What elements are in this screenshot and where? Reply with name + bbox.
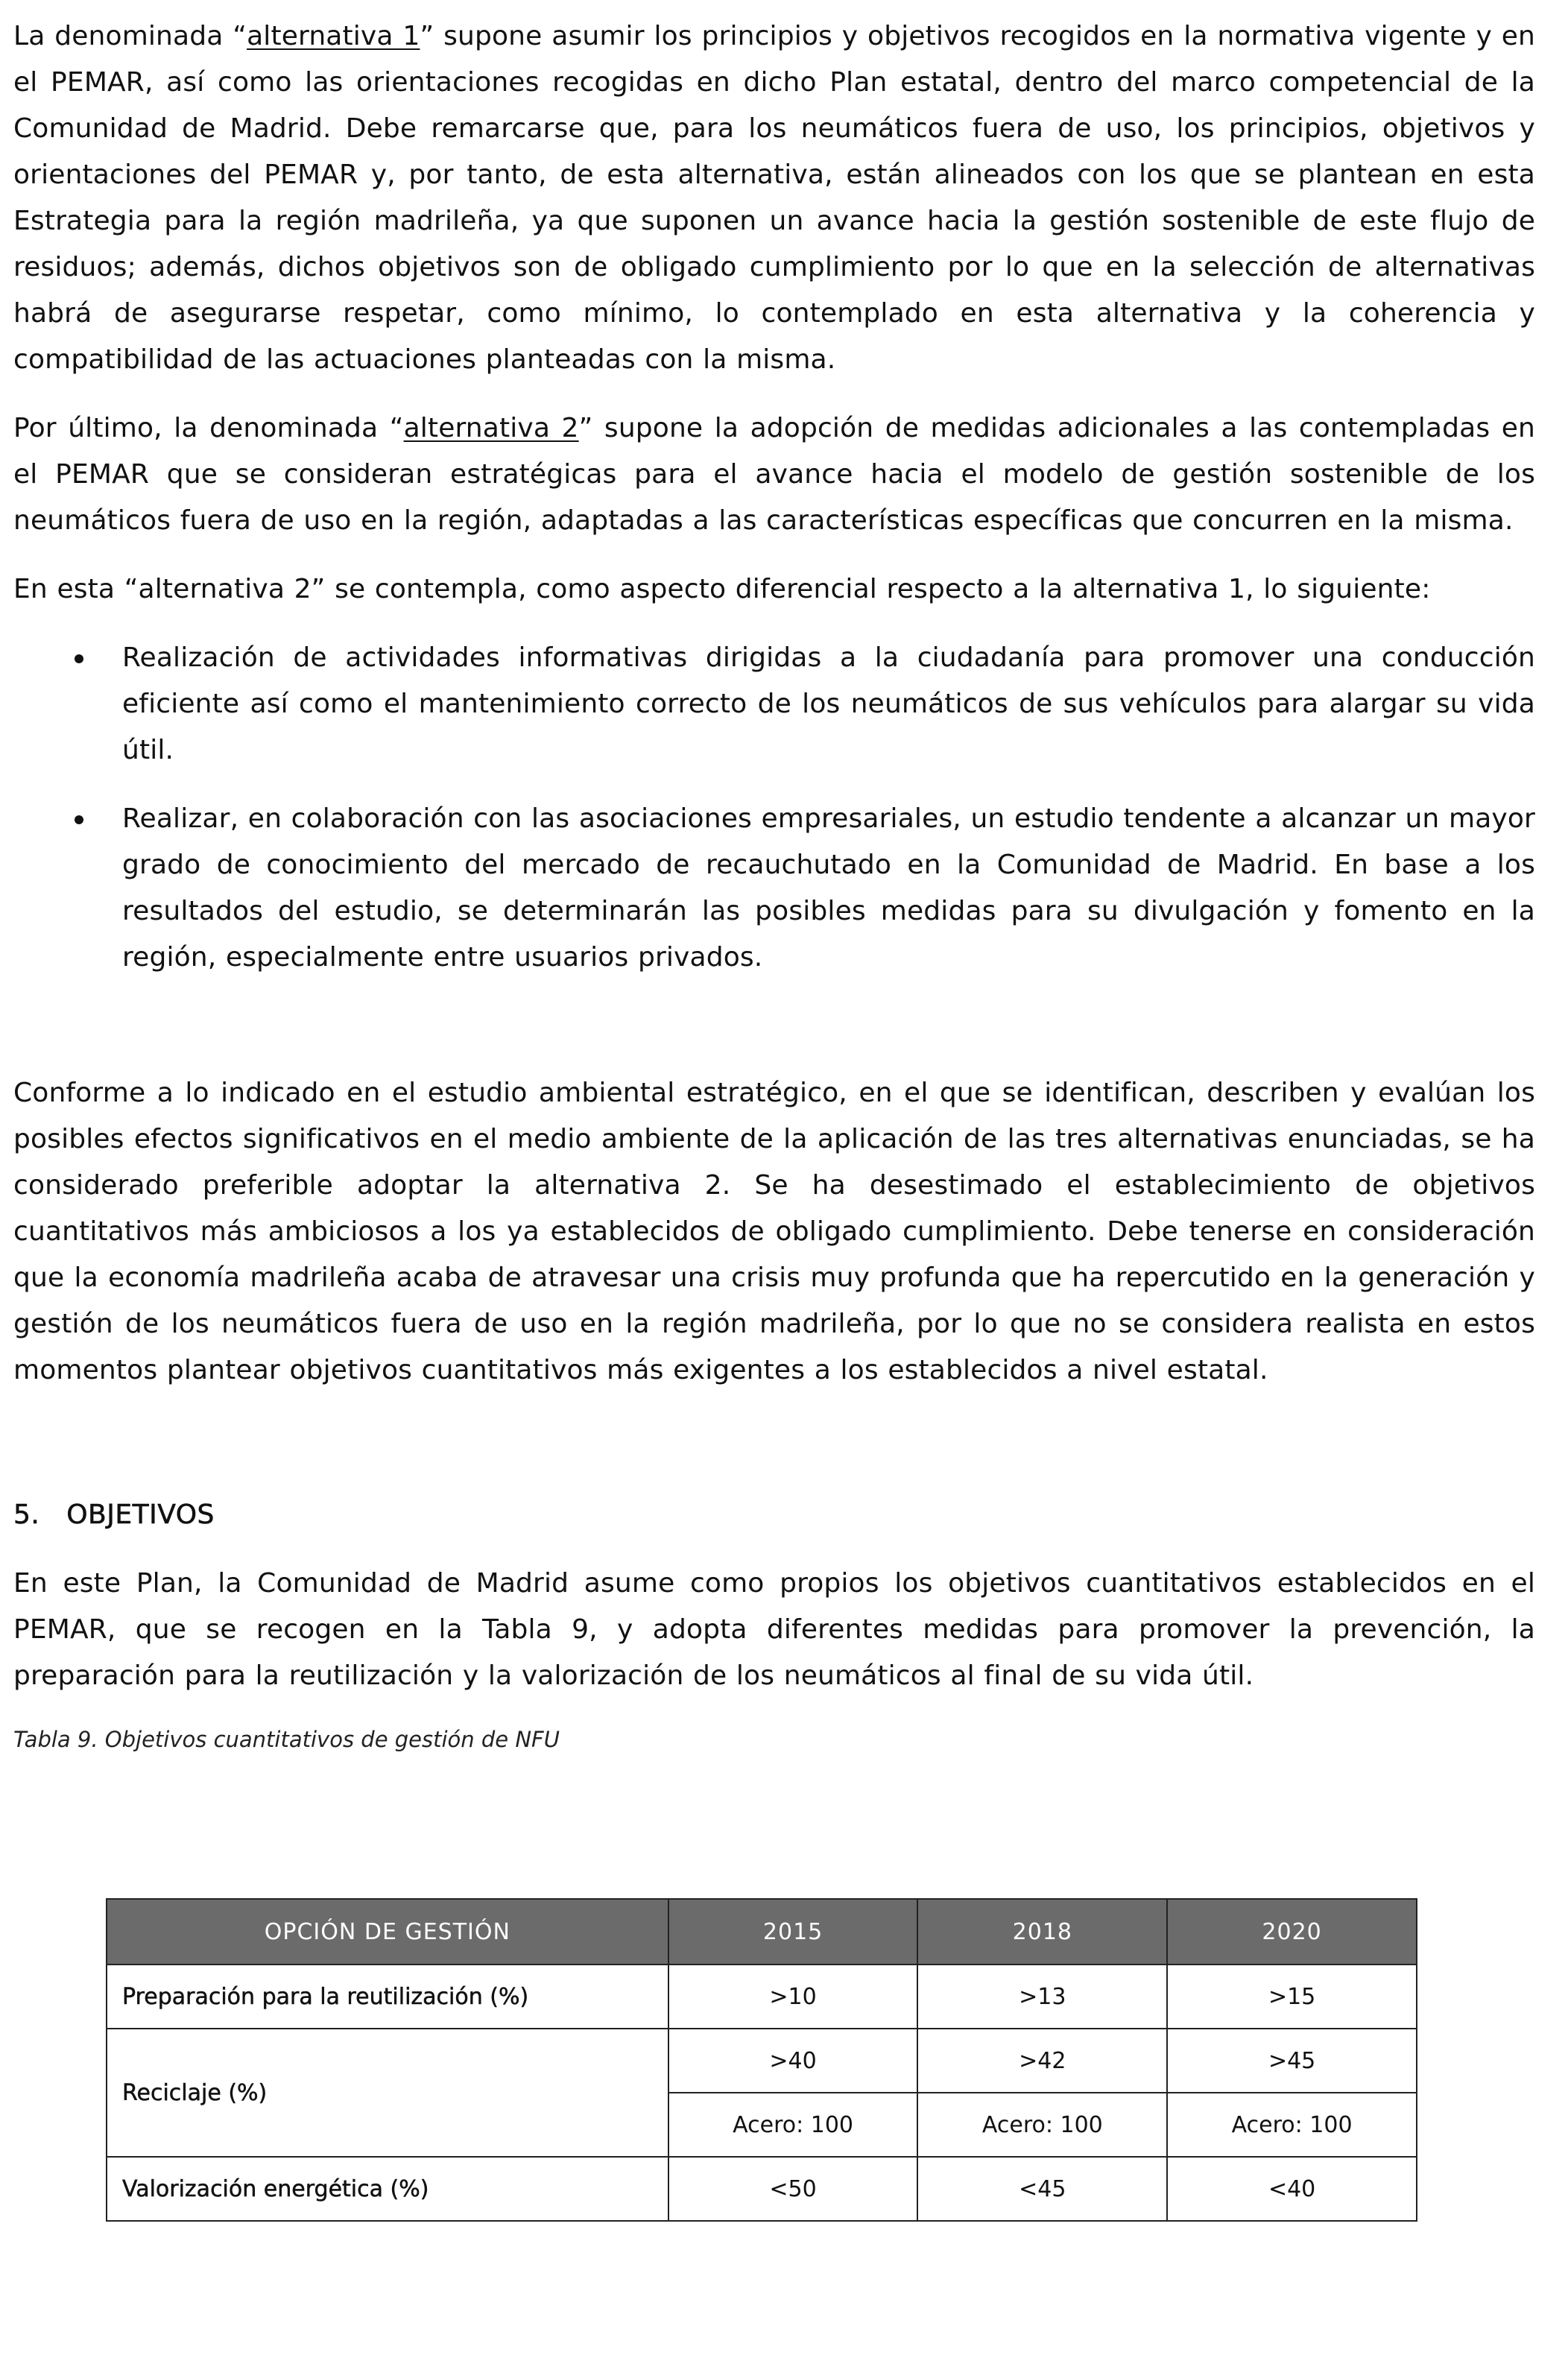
cell-value: Acero: 100 [917,2093,1167,2157]
table-row [107,2029,1417,2093]
cell-value: <40 [1167,2157,1417,2221]
list-item: Realizar, en colaboración con las asociaciones empresariales, un estudio tendente a alcanzar un mayor grado de conocimiento del mercado de recauchutado en la Comunidad de Madrid. En base a los resultados del estudio, se determinarán las posibles medidas para su divulgación y fomento en la región, especialmente entre usuarios privados. [13,796,1535,981]
cell-value: Acero: 100 [1167,2093,1417,2157]
paragraph-alternativa-2: Por último, la denominada “alternativa 2” supone la adopción de medidas adicionales a las contempladas en el PEMAR que se consideran estratégicas para el avance hacia el modelo de gestión sostenible de los neumáticos fuera de uso en la región, adaptadas a las características específicas que concurren en la misma. [13,413,1535,536]
term-alternativa-2: alternativa 2 [403,413,579,443]
cell-value: Acero: 100 [668,2093,918,2157]
cell-value: >42 [917,2029,1167,2093]
cell-value: >15 [1167,1965,1417,2029]
table-caption: Tabla 9. Objetivos cuantitativos de gestión de NFU [13,1727,560,1752]
bullet-icon [75,654,83,663]
bullet-icon [75,815,83,824]
objectives-table [106,1898,1417,2222]
section-title: OBJETIVOS [66,1499,215,1530]
bullet-list [13,635,1535,981]
table-row [107,1965,1417,2029]
header-opcion: OPCIÓN DE GESTIÓN [107,1899,668,1965]
section-heading [13,1492,1535,1538]
table-header-row [107,1899,1417,1965]
list-item: Realización de actividades informativas dirigidas a la ciudadanía para promover una conducción eficiente así como el mantenimiento correcto de los neumáticos de sus vehículos para alargar su vida útil. [13,635,1535,774]
table-row [107,2157,1417,2221]
paragraph-objetivos: En este Plan, la Comunidad de Madrid asume como propios los objetivos cuantitativos establecidos en el PEMAR, que se recogen en la Tabla 9, y adopta diferentes medidas para promover la prevención, la preparación para la reutilización y la valorización de los neumáticos al final de su vida útil. [13,1568,1535,1691]
term-alternativa-1: alternativa 1 [247,21,420,51]
row-label: Valorización energética (%) [107,2157,668,2221]
cell-value: >10 [668,1965,918,2029]
header-2018: 2018 [917,1899,1167,1965]
paragraph-alternativa-1: La denominada “alternativa 1” supone asumir los principios y objetivos recogidos en la normativa vigente y en el PEMAR, así como las orientaciones recogidas en dicho Plan estatal, dentro del marco competencial de la Comunidad de Madrid. Debe remarcarse que, para los neumáticos fuera de uso, los principios, objetivos y orientaciones del PEMAR y, por tanto, de esta alternativa, están alineados con los que se plantean en esta Estrategia para la región madrileña, ya que suponen un avance hacia la gestión sostenible de este flujo de residuos; además, dichos objetivos son de obligado cumplimiento por lo que en la selección de alternativas habrá de asegurarse respetar, como mínimo, lo contemplado en esta alternativa y la coherencia y compatibilidad de las actuaciones planteadas con la misma. [13,21,1535,375]
paragraph-diferencial: En esta “alternativa 2” se contempla, como aspecto diferencial respecto a la alternativa 1, lo siguiente: [13,574,1431,604]
section-number: 5. [13,1499,40,1530]
cell-value: >45 [1167,2029,1417,2093]
paragraph-conclusion: Conforme a lo indicado en el estudio ambiental estratégico, en el que se identifican, describen y evalúan los posibles efectos significativos en el medio ambiente de la aplicación de las tres alternativas enunciadas, se ha considerado preferible adoptar la alternativa 2. Se ha desestimado el establecimiento de objetivos cuantitativos más ambiciosos a los ya establecidos de obligado cumplimiento. Debe tenerse en consideración que la economía madrileña acaba de atravesar una crisis muy profunda que ha repercutido en la generación y gestión de los neumáticos fuera de uso en la región madrileña, por lo que no se considera realista en estos momentos plantear objetivos cuantitativos más exigentes a los establecidos a nivel estatal. [13,1078,1535,1385]
header-2015: 2015 [668,1899,918,1965]
cell-value: <50 [668,2157,918,2221]
cell-value: >13 [917,1965,1167,2029]
row-label: Preparación para la reutilización (%) [107,1965,668,2029]
cell-value: >40 [668,2029,918,2093]
document-page [13,13,1535,1756]
cell-value: <45 [917,2157,1167,2221]
header-2020: 2020 [1167,1899,1417,1965]
row-label: Reciclaje (%) [107,2029,668,2157]
